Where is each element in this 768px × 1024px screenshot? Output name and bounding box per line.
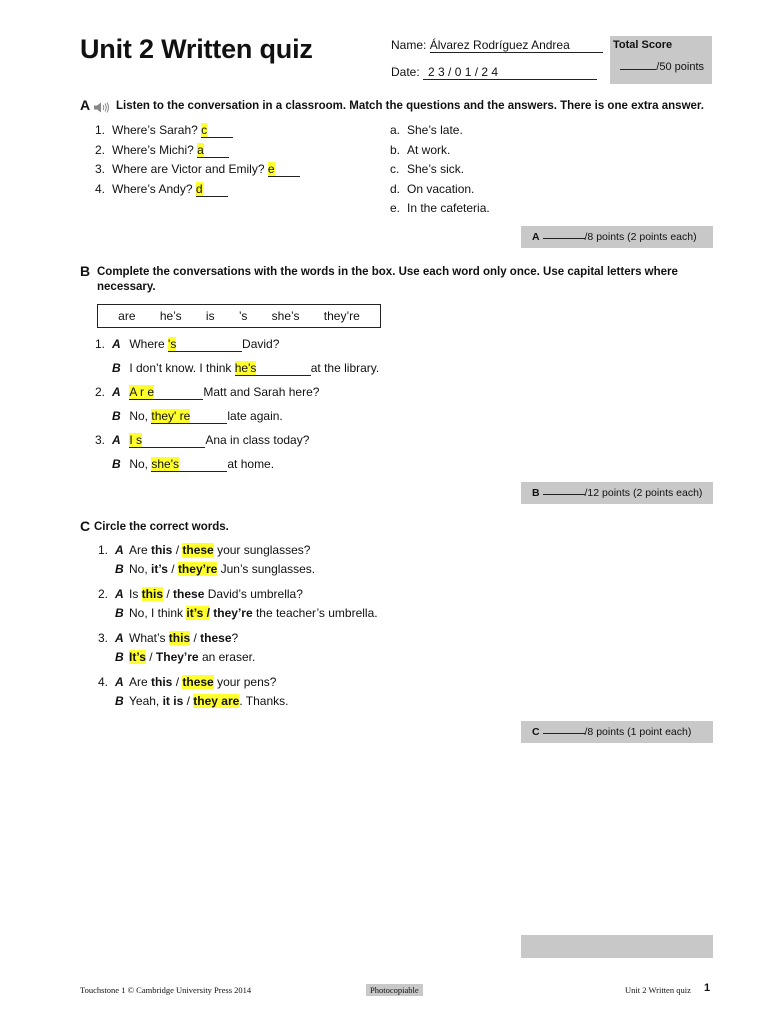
blank-field[interactable]: she's: [151, 457, 227, 472]
word-choice[interactable]: this: [151, 543, 173, 557]
word-box-item: is: [205, 309, 215, 323]
blank-field[interactable]: he's: [235, 361, 311, 376]
word-choice[interactable]: these: [173, 587, 205, 601]
speaker-icon[interactable]: [94, 100, 110, 118]
points-field[interactable]: [543, 722, 585, 734]
section-a-points: A /8 points (2 points each): [521, 226, 713, 248]
word-choice[interactable]: this: [168, 631, 191, 645]
word-choice[interactable]: these: [182, 543, 214, 557]
word-box-item: are: [118, 309, 136, 323]
sentence-text: David’s umbrella?: [204, 587, 303, 601]
blank-field[interactable]: A r e: [129, 385, 203, 400]
conversation-line-b: [98, 694, 378, 719]
name-value: Álvarez Rodríguez Andrea: [429, 38, 570, 52]
name-field[interactable]: [430, 38, 603, 53]
sentence-text: Yeah,: [129, 694, 163, 708]
sentence-text: an eraser.: [198, 650, 256, 664]
sentence-text: What’s: [129, 631, 169, 645]
blank-field[interactable]: 's: [168, 337, 242, 352]
points-field[interactable]: [543, 483, 585, 495]
speaker-label: B: [115, 694, 124, 708]
footer-unit-label: Unit 2 Written quiz: [625, 985, 691, 995]
question-row: 4. Where’s Andy? d: [95, 182, 300, 202]
conversation-line-a: [98, 543, 378, 562]
sentence-text: /: [172, 543, 183, 557]
total-score-label: Total Score: [613, 39, 673, 51]
word-box-item: ’s: [238, 309, 248, 323]
section-a-instruction: Listen to the conversation in a classroom. Match the questions and the answers. There is one extra answer.: [116, 100, 704, 112]
sentence-text: Are: [129, 675, 152, 689]
question-row: 3. Where are Victor and Emily? e: [95, 162, 300, 182]
word-box-item: they’re: [323, 309, 360, 323]
answer-option: b. At work.: [390, 142, 451, 157]
sentence-text: Are: [129, 543, 152, 557]
conversation-line-b: [98, 650, 378, 675]
section-b-letter: B: [80, 263, 91, 279]
sentence-text: /: [190, 631, 201, 645]
answer-option: a. She’s late.: [390, 123, 463, 137]
speaker-label: B: [115, 562, 124, 576]
sentence-text: ?: [231, 631, 239, 645]
word-box: [97, 304, 381, 328]
item-number: 4.: [98, 675, 109, 689]
answer-field[interactable]: e: [268, 162, 300, 177]
date-value: 2 3 / 0 1 / 2 4: [428, 65, 499, 79]
answer-field[interactable]: a: [197, 143, 229, 158]
answer-option: d. On vacation.: [390, 181, 475, 196]
conversation-line-b: B No, they' re late again.: [112, 409, 283, 423]
word-choice[interactable]: these: [200, 631, 232, 645]
conversation-line-a: 1. A Where 's David?: [95, 337, 280, 351]
date-row: [391, 65, 597, 80]
answer-field[interactable]: d: [196, 182, 228, 197]
conversation-line-b: [98, 562, 378, 587]
speaker-label: A: [115, 587, 124, 601]
page-title: Unit 2 Written quiz: [80, 34, 313, 64]
conversation-line-a: [98, 675, 378, 694]
answer-field[interactable]: c: [201, 123, 233, 138]
total-score-suffix: /50 points: [656, 61, 704, 73]
speaker-label: B: [115, 606, 124, 620]
word-choice[interactable]: It’s: [129, 650, 146, 664]
blank-field[interactable]: I s: [129, 433, 205, 448]
footer-copyright: Touchstone 1 © Cambridge University Press 2014: [80, 985, 252, 995]
question-row: 2. Where’s Michi? a: [95, 143, 300, 163]
conversation-line-a: 2. A A r e Matt and Sarah here?: [95, 385, 320, 399]
name-label: Name:: [391, 38, 427, 52]
section-a-answers: [390, 123, 490, 221]
section-c-points: C /8 points (1 point each): [521, 721, 713, 743]
sentence-text: the teacher’s umbrella.: [252, 606, 378, 620]
section-c-items: [98, 543, 378, 719]
speaker-label: A: [115, 631, 124, 645]
section-b-instruction: Complete the conversations with the words in the box. Use each word only once. Use capital letters where necessary.: [97, 266, 678, 293]
total-score-box: [610, 36, 712, 84]
conversation-line-a: [98, 631, 378, 650]
speaker-label: A: [115, 543, 124, 557]
word-box-item: she’s: [271, 309, 300, 323]
word-choice[interactable]: this: [151, 675, 173, 689]
word-choice[interactable]: this: [141, 587, 164, 601]
sentence-text: /: [163, 587, 174, 601]
sentence-text: No,: [129, 562, 152, 576]
word-choice[interactable]: these: [182, 675, 214, 689]
sentence-text: . Thanks.: [239, 694, 289, 708]
blank-field[interactable]: they' re: [151, 409, 227, 424]
sentence-text: your pens?: [213, 675, 277, 689]
conversation-line-b: [98, 606, 378, 631]
conversation-line-a: [98, 587, 378, 606]
total-score-field[interactable]: [620, 61, 704, 73]
sentence-text: /: [183, 694, 194, 708]
item-number: 1.: [98, 543, 109, 557]
conversation-line-b: B No, she's at home.: [112, 457, 275, 471]
section-c-letter: C: [80, 518, 91, 534]
question-row: 1. Where’s Sarah? c: [95, 123, 300, 143]
conversation-line-b: B I don’t know. I think he's at the library.: [112, 361, 380, 375]
word-choice[interactable]: they’re: [213, 606, 253, 620]
speaker-label: A: [115, 675, 124, 689]
date-label: Date:: [391, 65, 420, 79]
page-number: 1: [704, 982, 711, 994]
sentence-text: /: [167, 562, 178, 576]
section-a-questions: [95, 123, 300, 201]
section-a-letter: A: [80, 97, 91, 113]
footer-photocopiable: Photocopiable: [366, 985, 423, 995]
sentence-text: /: [145, 650, 156, 664]
word-choice[interactable]: it’s /: [186, 606, 210, 620]
answer-option: e. In the cafeteria.: [390, 201, 490, 215]
sentence-text: No, I think: [129, 606, 187, 620]
speaker-label: B: [115, 650, 124, 664]
blank-score-box: [521, 935, 713, 958]
word-choice[interactable]: it’s: [151, 562, 168, 576]
sentence-text: Is: [129, 587, 142, 601]
conversation-line-a: 3. A I s Ana in class today?: [95, 433, 310, 447]
sentence-text: /: [172, 675, 183, 689]
answer-option: c. She’s sick.: [390, 162, 465, 176]
sentence-text: Jun’s sunglasses.: [217, 562, 316, 576]
sentence-text: your sunglasses?: [213, 543, 311, 557]
section-c-instruction: Circle the correct words.: [94, 521, 229, 533]
points-field[interactable]: [543, 227, 585, 239]
word-box-item: he’s: [159, 309, 182, 323]
word-choice[interactable]: it is: [162, 694, 184, 708]
item-number: 2.: [98, 587, 109, 601]
word-choice[interactable]: they’re: [177, 562, 218, 576]
name-row: [391, 38, 603, 53]
section-b-items: [95, 337, 379, 481]
section-b-points: B /12 points (2 points each): [521, 482, 713, 504]
word-choice[interactable]: They’re: [155, 650, 199, 664]
date-field[interactable]: [423, 65, 597, 80]
item-number: 3.: [98, 631, 109, 645]
word-choice[interactable]: they are: [193, 694, 240, 708]
